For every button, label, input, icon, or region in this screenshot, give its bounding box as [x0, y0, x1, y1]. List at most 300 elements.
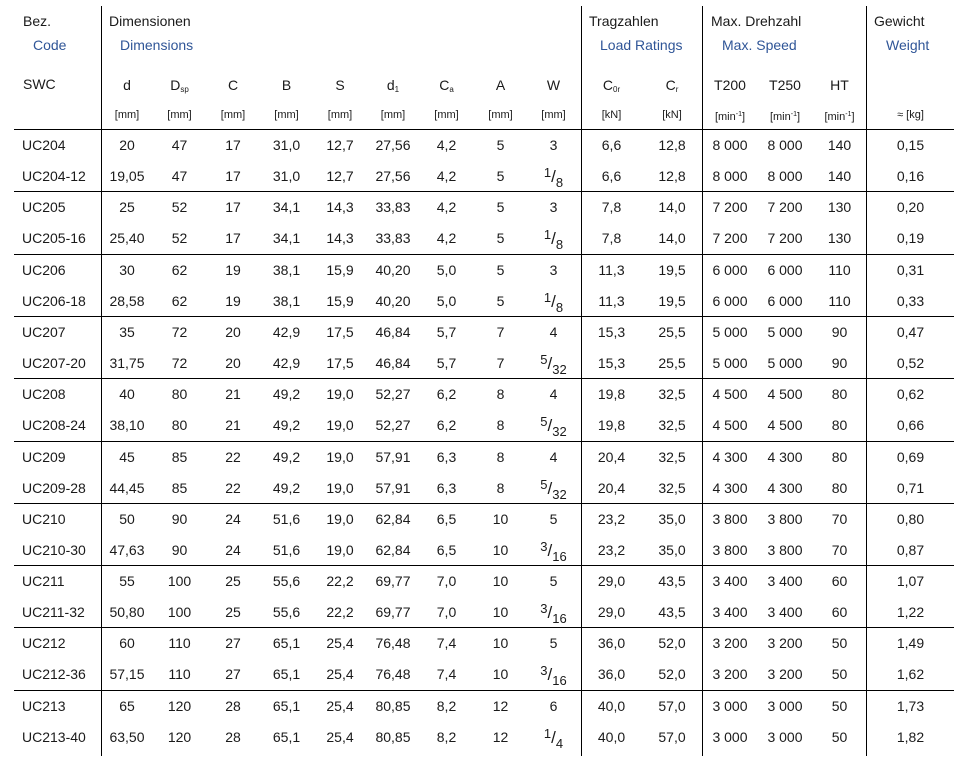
cell-t200: 3 200 — [712, 666, 748, 683]
cell-t250: 3 800 — [767, 541, 803, 558]
fraction-value: 3/16 — [540, 538, 567, 564]
cell-d: 28,58 — [109, 292, 145, 309]
cell-ca: 6,2 — [436, 417, 457, 434]
cell-b: 55,6 — [272, 573, 301, 590]
cell-kg: 0,47 — [896, 323, 925, 340]
cell-kg: 1,49 — [896, 635, 925, 652]
cell-ht: 80 — [831, 448, 848, 465]
table-row — [0, 659, 954, 690]
cell-t250: 7 200 — [767, 230, 803, 247]
cell-kg: 0,71 — [896, 479, 925, 496]
symbol-w: W — [546, 77, 561, 93]
cell-kg: 1,73 — [896, 697, 925, 714]
cell-b: 65,1 — [272, 697, 301, 714]
cell-dsp: 110 — [168, 666, 191, 683]
cell-a: 10 — [492, 573, 509, 590]
cell-ca: 7,0 — [436, 573, 457, 590]
cell-b: 49,2 — [272, 448, 301, 465]
cell-d1: 52,27 — [375, 417, 411, 434]
cell-kg: 0,15 — [896, 137, 925, 153]
cell-code: UC205-16 — [22, 230, 86, 247]
cell-c: 25 — [225, 604, 241, 621]
cell-kg: 0,69 — [896, 448, 925, 465]
cell-d1: 52,27 — [375, 386, 411, 403]
table-row — [0, 442, 954, 473]
cell-d1: 69,77 — [375, 573, 411, 590]
table-row — [0, 192, 954, 223]
cell-ht: 80 — [831, 417, 848, 434]
cell-d1: 40,20 — [375, 261, 411, 278]
cell-s: 14,3 — [326, 230, 354, 247]
cell-t250: 3 400 — [767, 573, 803, 590]
cell-c0r: 40,0 — [597, 697, 626, 714]
cell-d1: 57,91 — [375, 479, 411, 496]
cell-ca: 6,5 — [436, 510, 457, 527]
header-max-drehzahl: Max. Drehzahl — [711, 13, 802, 29]
cell-t200: 3 400 — [712, 573, 748, 590]
cell-d: 55 — [119, 573, 135, 590]
cell-s: 25,4 — [326, 666, 354, 683]
unit-mm: [mm] — [434, 109, 459, 121]
cell-d: 57,15 — [109, 666, 145, 683]
cell-t200: 6 000 — [712, 261, 748, 278]
cell-d: 25,40 — [109, 230, 145, 247]
cell-t200: 5 000 — [712, 354, 748, 371]
cell-cr: 32,5 — [658, 417, 686, 434]
cell-b: 31,0 — [272, 137, 301, 153]
cell-t250: 3 800 — [767, 510, 803, 527]
table-row — [0, 379, 954, 410]
cell-ht: 50 — [831, 697, 848, 714]
cell-b: 34,1 — [272, 199, 301, 216]
symbol-s: S — [335, 77, 345, 93]
table-row — [0, 691, 954, 722]
cell-code: UC206-18 — [22, 292, 86, 309]
cell-w: 4 — [549, 386, 558, 403]
cell-c0r: 23,2 — [597, 541, 626, 558]
cell-ca: 6,2 — [436, 386, 457, 403]
cell-c0r: 20,4 — [597, 479, 626, 496]
cell-b: 65,1 — [272, 728, 301, 745]
symbol-cr: $C_r$ — [665, 77, 679, 94]
header-tragzahlen: Tragzahlen — [589, 13, 659, 29]
symbol-b: B — [281, 77, 292, 93]
cell-w — [527, 659, 580, 690]
symbol-c: C — [227, 77, 239, 93]
cell-ht: 110 — [828, 261, 851, 278]
cell-cr: 25,5 — [658, 323, 686, 340]
cell-t250: 4 300 — [767, 479, 803, 496]
cell-d1: 76,48 — [375, 635, 411, 652]
cell-b: 49,2 — [272, 479, 301, 496]
cell-d: 47,63 — [109, 541, 145, 558]
cell-c: 17 — [225, 199, 241, 216]
cell-w: 5 — [549, 510, 558, 527]
cell-s: 15,9 — [326, 292, 354, 309]
cell-dsp: 47 — [171, 137, 188, 153]
cell-w — [527, 722, 580, 753]
unit-mm: [mm] — [274, 109, 299, 121]
cell-c0r: 7,8 — [601, 230, 622, 247]
unit-mm: [mm] — [380, 109, 406, 121]
cell-kg: 0,80 — [896, 510, 925, 527]
unit-mm: [mm] — [167, 109, 192, 121]
unit-kn: [kN] — [601, 109, 622, 121]
cell-c0r: 29,0 — [597, 604, 626, 621]
cell-cr: 32,5 — [658, 448, 686, 465]
cell-ht: 80 — [831, 479, 848, 496]
cell-cr: 52,0 — [658, 666, 686, 683]
cell-code: UC212-36 — [22, 666, 86, 683]
cell-cr: 52,0 — [658, 635, 686, 652]
cell-a: 10 — [492, 666, 509, 683]
cell-kg: 0,66 — [896, 417, 925, 434]
cell-cr: 43,5 — [658, 604, 686, 621]
cell-s: 22,2 — [326, 573, 354, 590]
cell-dsp: 85 — [171, 448, 188, 465]
cell-kg: 0,87 — [896, 541, 925, 558]
cell-ca: 5,0 — [436, 292, 457, 309]
cell-t200: 5 000 — [712, 323, 748, 340]
cell-code: UC210 — [22, 510, 66, 527]
cell-t200: 6 000 — [712, 292, 748, 309]
unit-kg: ≈ [kg] — [897, 109, 924, 121]
cell-a: 8 — [496, 479, 505, 496]
cell-d1: 80,85 — [375, 697, 411, 714]
cell-ht: 90 — [831, 354, 848, 371]
table-row — [0, 161, 954, 192]
cell-s: 25,4 — [326, 728, 354, 745]
cell-t250: 6 000 — [767, 261, 803, 278]
cell-d1: 57,91 — [375, 448, 411, 465]
cell-code: UC204 — [22, 137, 66, 153]
cell-ca: 6,5 — [436, 541, 457, 558]
cell-dsp: 110 — [168, 635, 191, 652]
cell-w: 4 — [549, 323, 558, 340]
cell-ht: 70 — [831, 510, 848, 527]
cell-d: 45 — [119, 448, 135, 465]
unit-mm: [mm] — [488, 109, 513, 121]
cell-cr: 12,8 — [658, 168, 686, 184]
symbol-d: d — [123, 77, 131, 93]
cell-code: UC205 — [22, 199, 66, 216]
cell-s: 19,0 — [326, 448, 354, 465]
table-row — [0, 317, 954, 348]
symbol-a: A — [495, 77, 506, 93]
fraction-value: 5/32 — [540, 476, 567, 502]
cell-c: 17 — [225, 230, 241, 247]
cell-c: 22 — [225, 448, 241, 465]
cell-ht: 60 — [831, 604, 848, 621]
cell-c: 17 — [225, 137, 241, 153]
cell-c: 21 — [225, 417, 241, 434]
cell-dsp: 100 — [167, 604, 192, 621]
cell-ht: 70 — [831, 541, 848, 558]
cell-s: 12,7 — [326, 168, 354, 184]
fraction-value: 5/32 — [540, 414, 567, 440]
cell-cr: 19,5 — [658, 261, 686, 278]
cell-t200: 8 000 — [712, 168, 748, 184]
cell-b: 38,1 — [272, 292, 301, 309]
cell-a: 5 — [496, 168, 505, 184]
symbol-c0r: $C_{0r}$ — [602, 77, 621, 94]
cell-s: 19,0 — [326, 386, 354, 403]
cell-d: 35 — [119, 323, 135, 340]
unit-kn: [kN] — [662, 109, 682, 121]
cell-code: UC208 — [22, 386, 66, 403]
cell-t250: 8 000 — [767, 168, 803, 184]
cell-kg: 1,62 — [896, 666, 925, 683]
cell-d: 38,10 — [109, 417, 145, 434]
cell-c0r: 11,3 — [598, 292, 625, 309]
cell-cr: 14,0 — [658, 199, 686, 216]
cell-t250: 4 300 — [767, 448, 803, 465]
header-load-ratings: Load Ratings — [600, 37, 683, 53]
cell-cr: 14,0 — [658, 230, 686, 247]
cell-a: 12 — [492, 728, 509, 745]
cell-ht: 130 — [827, 199, 852, 216]
table-row — [0, 348, 954, 379]
table-row — [0, 566, 954, 597]
cell-cr: 35,0 — [658, 510, 686, 527]
cell-w — [527, 597, 580, 628]
cell-t200: 4 500 — [712, 417, 748, 434]
cell-s: 25,4 — [326, 635, 354, 652]
cell-a: 5 — [496, 292, 505, 309]
cell-ca: 8,2 — [436, 728, 457, 745]
cell-t250: 8 000 — [767, 137, 803, 153]
header-dimensionen: Dimensionen — [109, 13, 191, 29]
cell-w — [527, 348, 580, 379]
cell-c: 17 — [225, 168, 241, 184]
cell-d1: 33,83 — [375, 199, 411, 216]
cell-b: 55,6 — [272, 604, 301, 621]
cell-b: 49,2 — [272, 386, 301, 403]
cell-d1: 76,48 — [375, 666, 411, 683]
cell-code: UC213 — [22, 697, 66, 714]
cell-d: 60 — [119, 635, 135, 652]
cell-d: 40 — [119, 386, 135, 403]
cell-kg: 0,16 — [896, 168, 925, 184]
table-row — [0, 535, 954, 566]
cell-code: UC213-40 — [22, 728, 86, 745]
cell-ca: 5,7 — [436, 354, 457, 371]
cell-b: 42,9 — [272, 323, 301, 340]
cell-d1: 46,84 — [375, 354, 411, 371]
cell-d: 25 — [119, 199, 135, 216]
cell-s: 12,7 — [326, 137, 354, 153]
cell-a: 7 — [496, 323, 505, 340]
fraction-value: 3/16 — [540, 601, 567, 627]
cell-b: 42,9 — [272, 354, 301, 371]
symbol-d1: $d_1$ — [386, 77, 400, 94]
cell-d1: 46,84 — [375, 323, 411, 340]
cell-kg: 1,07 — [896, 573, 925, 590]
cell-ca: 7,4 — [436, 666, 457, 683]
cell-a: 5 — [496, 230, 505, 247]
cell-c0r: 36,0 — [597, 635, 626, 652]
cell-t250: 7 200 — [767, 199, 803, 216]
cell-dsp: 90 — [171, 510, 188, 527]
cell-dsp: 52 — [171, 230, 188, 247]
cell-dsp: 80 — [171, 386, 188, 403]
cell-d: 30 — [119, 261, 135, 278]
cell-dsp: 72 — [171, 354, 188, 371]
cell-dsp: 47 — [171, 168, 188, 184]
cell-a: 10 — [492, 541, 509, 558]
cell-t200: 4 500 — [712, 386, 748, 403]
cell-a: 12 — [492, 697, 509, 714]
cell-b: 31,0 — [272, 168, 301, 184]
cell-ht: 140 — [827, 137, 852, 153]
cell-c: 24 — [225, 541, 241, 558]
cell-s: 19,0 — [326, 479, 354, 496]
cell-w: 3 — [549, 199, 558, 216]
cell-kg: 1,22 — [896, 604, 925, 621]
cell-dsp: 85 — [171, 479, 188, 496]
cell-code: UC209-28 — [22, 479, 86, 496]
table-row — [0, 473, 954, 504]
unit-mm: [mm] — [541, 109, 566, 121]
cell-c: 19 — [225, 261, 241, 278]
cell-ca: 7,4 — [436, 635, 457, 652]
cell-dsp: 90 — [171, 541, 188, 558]
symbol-ht: HT — [830, 77, 849, 93]
cell-a: 7 — [496, 354, 505, 371]
cell-c0r: 19,8 — [597, 386, 626, 403]
cell-dsp: 100 — [167, 573, 192, 590]
cell-code: UC204-12 — [22, 168, 86, 184]
cell-cr: 57,0 — [658, 728, 686, 745]
cell-t200: 4 300 — [712, 479, 748, 496]
cell-code: UC208-24 — [22, 417, 86, 434]
cell-d1: 69,77 — [375, 604, 411, 621]
cell-dsp: 52 — [171, 199, 188, 216]
table-row — [0, 597, 954, 628]
cell-w — [527, 473, 580, 504]
cell-t250: 6 000 — [767, 292, 803, 309]
cell-t200: 3 800 — [712, 541, 748, 558]
cell-kg: 0,19 — [896, 230, 925, 247]
cell-ca: 7,0 — [436, 604, 457, 621]
cell-d: 44,45 — [109, 479, 145, 496]
cell-c0r: 15,3 — [597, 354, 626, 371]
cell-t250: 3 200 — [767, 666, 803, 683]
cell-c0r: 40,0 — [597, 728, 626, 745]
unit-mm: [mm] — [114, 109, 140, 121]
cell-w — [527, 535, 580, 566]
cell-dsp: 120 — [167, 697, 192, 714]
table-row — [0, 722, 954, 753]
cell-s: 25,4 — [326, 697, 354, 714]
cell-w — [527, 223, 580, 254]
cell-c0r: 20,4 — [597, 448, 626, 465]
cell-c0r: 6,6 — [601, 168, 622, 184]
cell-b: 49,2 — [272, 417, 301, 434]
cell-c0r: 6,6 — [601, 137, 622, 153]
cell-b: 34,1 — [272, 230, 301, 247]
cell-t250: 3 400 — [767, 604, 803, 621]
cell-cr: 32,5 — [658, 386, 686, 403]
cell-w: 5 — [549, 635, 558, 652]
cell-a: 10 — [492, 604, 509, 621]
cell-t250: 5 000 — [767, 323, 803, 340]
cell-w: 4 — [549, 448, 558, 465]
header-gewicht: Gewicht — [874, 13, 925, 29]
cell-d: 63,50 — [109, 728, 145, 745]
header-max-speed: Max. Speed — [722, 37, 797, 53]
table-row — [0, 255, 954, 286]
cell-dsp: 72 — [171, 323, 188, 340]
cell-d: 31,75 — [109, 354, 145, 371]
cell-code: UC209 — [22, 448, 66, 465]
cell-w — [527, 286, 580, 317]
cell-ht: 60 — [831, 573, 848, 590]
cell-c: 28 — [225, 728, 241, 745]
cell-cr: 12,8 — [658, 137, 686, 153]
cell-c0r: 29,0 — [597, 573, 626, 590]
cell-ht: 50 — [831, 666, 848, 683]
cell-t250: 4 500 — [767, 417, 803, 434]
cell-a: 5 — [496, 199, 505, 216]
cell-cr: 19,5 — [658, 292, 686, 309]
cell-t200: 3 000 — [712, 728, 748, 745]
cell-a: 8 — [496, 448, 505, 465]
fraction-value: 1/4 — [543, 725, 564, 751]
table-row — [0, 130, 954, 161]
cell-cr: 35,0 — [658, 541, 686, 558]
table-row — [0, 223, 954, 254]
cell-c: 27 — [225, 635, 241, 652]
cell-kg: 0,20 — [896, 199, 925, 216]
fraction-value: 5/32 — [540, 351, 567, 377]
symbol-t250: T250 — [769, 77, 801, 93]
cell-s: 22,2 — [326, 604, 354, 621]
cell-c: 19 — [225, 292, 241, 309]
cell-b: 38,1 — [272, 261, 301, 278]
cell-dsp: 80 — [171, 417, 188, 434]
cell-t200: 3 000 — [712, 697, 748, 714]
cell-w — [527, 410, 580, 441]
cell-ht: 130 — [827, 230, 852, 247]
cell-code: UC207-20 — [22, 354, 86, 371]
cell-ht: 50 — [831, 728, 848, 745]
cell-d1: 80,85 — [375, 728, 411, 745]
symbol-dsp: $D_{sp}$ — [170, 77, 189, 94]
unit-mm: [mm] — [220, 109, 246, 121]
unit-min: $[\min^{-1}]$ — [824, 111, 855, 123]
fraction-value: 1/8 — [543, 289, 564, 315]
cell-c: 28 — [225, 697, 241, 714]
cell-ca: 4,2 — [436, 199, 457, 216]
unit-min: $[\min^{-1}]$ — [714, 111, 746, 123]
cell-code: UC207 — [22, 323, 66, 340]
cell-w: 5 — [549, 573, 558, 590]
symbol-ca: $C_a$ — [439, 77, 454, 94]
cell-ca: 8,2 — [436, 697, 457, 714]
cell-w: 3 — [549, 137, 558, 153]
cell-d: 65 — [119, 697, 135, 714]
cell-a: 5 — [496, 261, 505, 278]
cell-c0r: 15,3 — [597, 323, 626, 340]
cell-code: UC211 — [22, 573, 65, 590]
header-code: Code — [33, 37, 67, 53]
cell-kg: 0,31 — [896, 261, 925, 278]
table-row — [0, 628, 954, 659]
cell-t200: 8 000 — [712, 137, 748, 153]
cell-ca: 5,0 — [436, 261, 457, 278]
cell-a: 10 — [492, 635, 509, 652]
